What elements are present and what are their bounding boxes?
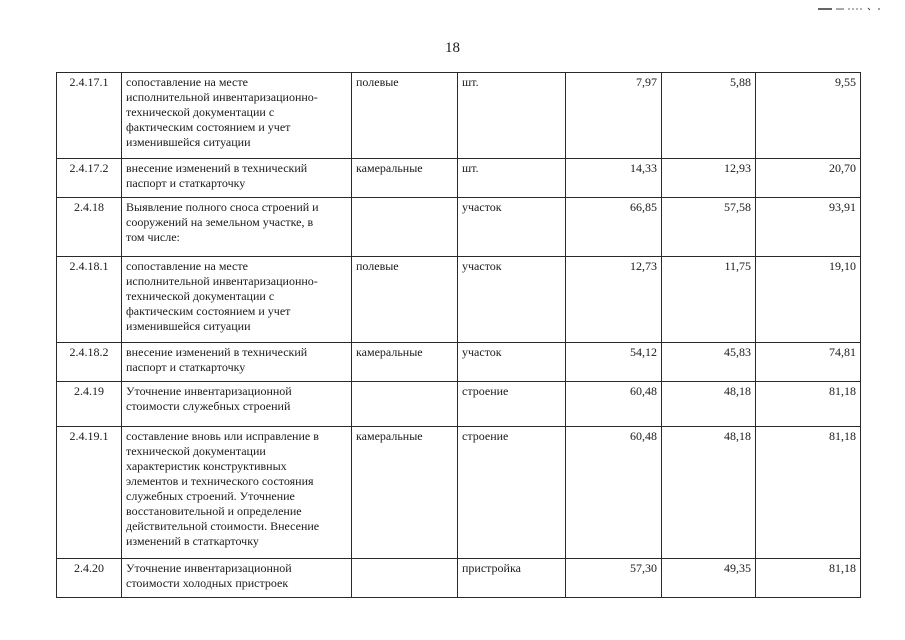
page-number: 18 [445,40,460,56]
row-description: внесение изменений в технический паспорт и статкарточку [122,343,352,382]
row-value-3: 20,70 [756,159,861,198]
scan-artifact-mark [818,6,884,12]
row-code: 2.4.18 [57,198,122,257]
row-value-2: 57,58 [662,198,756,257]
table-row [57,382,861,427]
row-code: 2.4.18.1 [57,257,122,343]
row-description: сопоставление на месте исполнительной инвентаризационно- технической документации с фактическим состоянием и учет изменившейся ситуации [122,257,352,343]
row-code: 2.4.17.1 [57,73,122,159]
row-value-2: 49,35 [662,559,756,598]
row-work-type [352,382,458,427]
row-value-1: 14,33 [566,159,662,198]
row-value-1: 12,73 [566,257,662,343]
row-value-2: 5,88 [662,73,756,159]
table-row [57,159,861,198]
row-code: 2.4.17.2 [57,159,122,198]
row-value-3: 9,55 [756,73,861,159]
table-row [57,559,861,598]
row-value-3: 81,18 [756,382,861,427]
row-value-2: 48,18 [662,427,756,559]
row-code: 2.4.19.1 [57,427,122,559]
table-row [57,73,861,159]
row-code: 2.4.18.2 [57,343,122,382]
table-row [57,198,861,257]
row-code: 2.4.19 [57,382,122,427]
row-unit: шт. [458,73,566,159]
row-description: Уточнение инвентаризационной стоимости служебных строений [122,382,352,427]
table-row [57,343,861,382]
row-value-3: 93,91 [756,198,861,257]
row-unit: участок [458,198,566,257]
row-unit: строение [458,427,566,559]
row-unit: строение [458,382,566,427]
row-value-3: 81,18 [756,559,861,598]
row-value-2: 12,93 [662,159,756,198]
row-unit: участок [458,257,566,343]
row-value-2: 48,18 [662,382,756,427]
row-work-type [352,198,458,257]
row-description: Уточнение инвентаризационной стоимости холодных пристроек [122,559,352,598]
row-value-2: 11,75 [662,257,756,343]
row-description: составление вновь или исправление в технической документации характеристик конструктивных элементов и технического состояния служебных строений. Уточнение восстановительной и определение действительной стоимости. Внесение изменений в статкарточку [122,427,352,559]
row-value-3: 74,81 [756,343,861,382]
row-value-1: 54,12 [566,343,662,382]
row-unit: пристройка [458,559,566,598]
row-description: сопоставление на месте исполнительной инвентаризационно- технической документации с фактическим состоянием и учет изменившейся ситуации [122,73,352,159]
row-description: Выявление полного сноса строений и сооружений на земельном участке, в том числе: [122,198,352,257]
row-work-type [352,559,458,598]
row-unit: шт. [458,159,566,198]
row-work-type: камеральные [352,343,458,382]
row-unit: участок [458,343,566,382]
row-value-1: 60,48 [566,382,662,427]
table-row [57,427,861,559]
row-value-1: 7,97 [566,73,662,159]
row-work-type: камеральные [352,159,458,198]
row-value-1: 60,48 [566,427,662,559]
row-value-1: 66,85 [566,198,662,257]
row-work-type: полевые [352,73,458,159]
row-value-3: 19,10 [756,257,861,343]
row-work-type: камеральные [352,427,458,559]
table-row [57,257,861,343]
row-value-3: 81,18 [756,427,861,559]
row-work-type: полевые [352,257,458,343]
row-description: внесение изменений в технический паспорт и статкарточку [122,159,352,198]
row-value-2: 45,83 [662,343,756,382]
tariff-table [56,72,861,598]
row-code: 2.4.20 [57,559,122,598]
row-value-1: 57,30 [566,559,662,598]
